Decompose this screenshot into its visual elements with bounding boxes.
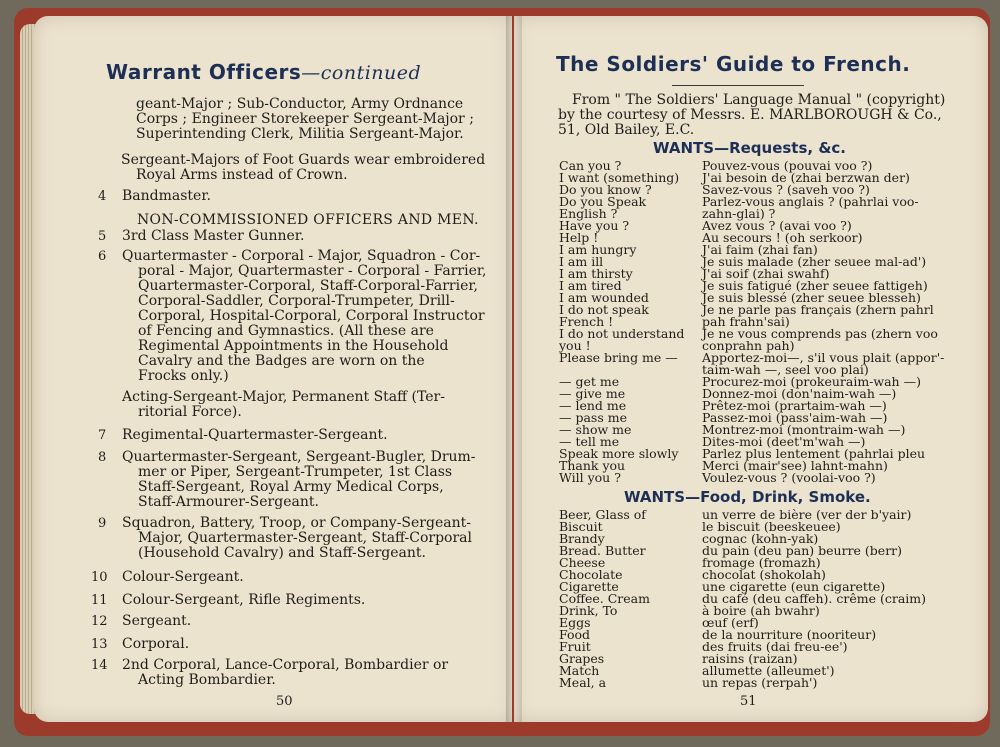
item-line: Sergeant. <box>122 613 192 629</box>
item-line: Quartermaster-Sergeant, Sergeant-Bugler, Drum- <box>122 449 476 465</box>
food-english: Meal, a <box>559 675 607 690</box>
request-french: Avez vous ? (avai voo ?) <box>702 218 852 233</box>
section-requests-heading: WANTS—Requests, &c. <box>653 139 847 157</box>
item-number: 4 <box>98 189 107 204</box>
intro-line: by the courtesy of Messrs. E. MARLBOROUGH & Co., <box>558 107 942 123</box>
item-line: mer or Piper, Sergeant-Trumpeter, 1st Class <box>138 464 453 480</box>
food-french: cognac (kohn-yak) <box>702 531 819 546</box>
item-line: Cavalry and the Badges are worn on the <box>138 353 425 369</box>
item-number: 9 <box>98 516 107 531</box>
food-english: Food <box>559 627 591 642</box>
food-french: allumette (alleumet') <box>702 663 835 678</box>
food-english: Bread. Butter <box>559 543 646 558</box>
request-french: Je ne vous comprends pas (zhern voo <box>702 326 938 341</box>
food-french: chocolat (shokolah) <box>702 567 826 582</box>
item-line: 3rd Class Master Gunner. <box>122 228 305 244</box>
request-english: — pass me <box>559 410 627 425</box>
item-number: 12 <box>91 614 108 629</box>
food-english: Biscuit <box>559 519 603 534</box>
request-english: Will you ? <box>559 470 621 485</box>
intro-line: From " The Soldiers' Language Manual " (copyright) <box>572 92 946 108</box>
item-line: Bandmaster. <box>122 188 211 204</box>
lead-line: Corps ; Engineer Storekeeper Sergeant-Major ; <box>136 111 474 127</box>
book-gutter <box>506 16 522 722</box>
request-french: Parlez-vous anglais ? (pahrlai voo- <box>702 194 919 209</box>
section-food-heading: WANTS—Food, Drink, Smoke. <box>624 488 871 506</box>
request-french: Passez-moi (pass'aim-wah —) <box>702 410 888 425</box>
food-english: Chocolate <box>559 567 623 582</box>
request-english: Help ! <box>559 230 599 245</box>
food-english: Eggs <box>559 615 591 630</box>
request-french: conprahn pah) <box>702 338 795 353</box>
item-number: 11 <box>91 593 108 608</box>
request-english: — show me <box>559 422 632 437</box>
item-line: Squadron, Battery, Troop, or Company-Sergeant- <box>122 515 471 531</box>
food-english: Beer, Glass of <box>559 507 646 522</box>
item-number: 5 <box>98 229 107 244</box>
item-line: poral - Major, Quartermaster - Corporal - Farrier, <box>138 263 487 279</box>
food-french: fromage (fromazh) <box>702 555 821 570</box>
request-english: I am ill <box>559 254 604 269</box>
food-english: Drink, To <box>559 603 618 618</box>
food-french: de la nourriture (nooriteur) <box>702 627 877 642</box>
food-french: raisins (raizan) <box>702 651 798 666</box>
request-english: I do not understand <box>559 326 685 341</box>
item-line: Corporal-Saddler, Corporal-Trumpeter, Drill- <box>138 293 455 309</box>
item-number: 13 <box>91 637 108 652</box>
request-english: Have you ? <box>559 218 630 233</box>
item-number: 10 <box>91 570 108 585</box>
item-line: 2nd Corporal, Lance-Corporal, Bombardier or <box>122 657 449 673</box>
food-english: Fruit <box>559 639 591 654</box>
food-french: œuf (erf) <box>702 615 759 630</box>
request-english: Do you know ? <box>559 182 652 197</box>
request-french: pah frahn'sai) <box>702 314 790 329</box>
request-english: — tell me <box>559 434 620 449</box>
request-french: Je suis malade (zher seuee mal-ad') <box>702 254 927 269</box>
request-french: Montrez-moi (montraim-wah —) <box>702 422 906 437</box>
food-french: un verre de bière (ver der b'yair) <box>702 507 912 522</box>
food-english: Cigarette <box>559 579 619 594</box>
item-number: 6 <box>98 249 107 264</box>
right-page-number: 51 <box>740 694 757 709</box>
food-french: du café (deu caffeh). crême (craim) <box>702 591 927 606</box>
food-english: Cheese <box>559 555 606 570</box>
request-english: — get me <box>559 374 620 389</box>
request-french: J'ai besoin de (zhai berzwan der) <box>702 170 910 185</box>
request-french: Dites-moi (deet'm'wah —) <box>702 434 866 449</box>
request-french: zahn-glai) ? <box>702 206 776 221</box>
request-french: Voulez-vous ? (voolai-voo ?) <box>702 470 876 485</box>
food-english: Coffee. Cream <box>559 591 650 606</box>
request-french: Pouvez-vous (pouvai voo ?) <box>702 158 873 173</box>
request-french: Prêtez-moi (prartaim-wah —) <box>702 398 887 413</box>
request-english: Do you Speak <box>559 194 647 209</box>
item-number: 8 <box>98 450 107 465</box>
request-english: English ? <box>559 206 618 221</box>
request-english: Please bring me — <box>559 350 678 365</box>
request-english: you ! <box>559 338 591 353</box>
request-french: Au secours ! (oh serkoor) <box>702 230 863 245</box>
request-french: Procurez-moi (prokeuraim-wah —) <box>702 374 921 389</box>
item-line: Major, Quartermaster-Sergeant, Staff-Corporal <box>138 530 472 546</box>
food-french: une cigarette (eun cigarette) <box>702 579 886 594</box>
footguards-line: Royal Arms instead of Crown. <box>136 167 348 183</box>
item-line: Quartermaster-Corporal, Staff-Corporal-Farrier, <box>138 278 478 294</box>
food-french: des fruits (dai freu-ee') <box>702 639 848 654</box>
left-title-continued: —continued <box>301 62 422 84</box>
request-english: I do not speak <box>559 302 649 317</box>
food-french: un repas (rerpah') <box>702 675 818 690</box>
lead-line: geant-Major ; Sub-Conductor, Army Ordnance <box>136 96 464 112</box>
request-english: — lend me <box>559 398 627 413</box>
request-english: — give me <box>559 386 626 401</box>
item-line: (Household Cavalry) and Staff-Sergeant. <box>138 545 426 561</box>
request-french: taim-wah —, seel voo plai) <box>702 362 869 377</box>
item-line: NON-COMMISSIONED OFFICERS AND MEN. <box>137 212 479 228</box>
item-line: Corporal. <box>122 636 190 652</box>
item-line: Colour-Sergeant, Rifle Regiments. <box>122 592 366 608</box>
item-line: Regimental Appointments in the Household <box>138 338 449 354</box>
request-french: J'ai faim (zhai fan) <box>702 242 818 257</box>
request-french: Donnez-moi (don'naim-wah —) <box>702 386 897 401</box>
request-french: Parlez plus lentement (pahrlai pleu <box>702 446 926 461</box>
item-line: Acting Bombardier. <box>138 672 276 688</box>
request-english: I am tired <box>559 278 622 293</box>
request-french: Savez-vous ? (saveh voo ?) <box>702 182 870 197</box>
item-line: Acting-Sergeant-Major, Permanent Staff (Ter- <box>122 389 445 405</box>
item-line: Colour-Sergeant. <box>122 569 244 585</box>
request-french: J'ai soif (zhai swahf) <box>702 266 830 281</box>
request-french: Je ne parle pas français (zhern pahrl <box>702 302 934 317</box>
request-english: Can you ? <box>559 158 622 173</box>
lead-line: Superintending Clerk, Militia Sergeant-Major. <box>136 126 464 142</box>
request-french: Merci (mair'see) lahnt-mahn) <box>702 458 888 473</box>
food-english: Grapes <box>559 651 605 666</box>
left-page-title <box>106 60 421 84</box>
food-english: Brandy <box>559 531 605 546</box>
request-french: Je suis fatigué (zher seuee fattigeh) <box>702 278 928 293</box>
request-english: French ! <box>559 314 614 329</box>
footguards-line: Sergeant-Majors of Foot Guards wear embroidered <box>121 152 486 168</box>
item-line: ritorial Force). <box>138 404 242 420</box>
food-english: Match <box>559 663 600 678</box>
request-english: I want (something) <box>559 170 680 185</box>
item-line: Staff-Armourer-Sergeant. <box>138 494 319 510</box>
item-line: Corporal, Hospital-Corporal, Corporal Instructor <box>138 308 485 324</box>
food-french: du pain (deu pan) beurre (berr) <box>702 543 903 558</box>
item-line: Frocks only.) <box>138 368 229 384</box>
request-english: Speak more slowly <box>559 446 679 461</box>
request-english: I am hungry <box>559 242 637 257</box>
item-line: Quartermaster - Corporal - Major, Squadron - Cor- <box>122 248 481 264</box>
request-french: Je suis blessé (zher seuee blesseh) <box>702 290 921 305</box>
item-line: Staff-Sergeant, Royal Army Medical Corps, <box>138 479 444 495</box>
item-number: 14 <box>91 658 108 673</box>
title-rule <box>672 85 804 86</box>
left-title-main: Warrant Officers <box>106 60 302 84</box>
right-page-title: The Soldiers' Guide to French. <box>556 52 911 76</box>
request-english: Thank you <box>559 458 626 473</box>
request-english: I am wounded <box>559 290 649 305</box>
food-french: à boire (ah bwahr) <box>702 603 820 618</box>
left-page-number: 50 <box>276 694 293 709</box>
item-line: of Fencing and Gymnastics. (All these are <box>138 323 434 339</box>
food-french: le biscuit (beeskeuee) <box>702 519 841 534</box>
request-french: Apportez-moi—, s'il vous plait (appor'- <box>702 350 945 365</box>
item-number: 7 <box>98 428 107 443</box>
item-line: Regimental-Quartermaster-Sergeant. <box>122 427 388 443</box>
intro-line: 51, Old Bailey, E.C. <box>558 122 695 138</box>
request-english: I am thirsty <box>559 266 633 281</box>
